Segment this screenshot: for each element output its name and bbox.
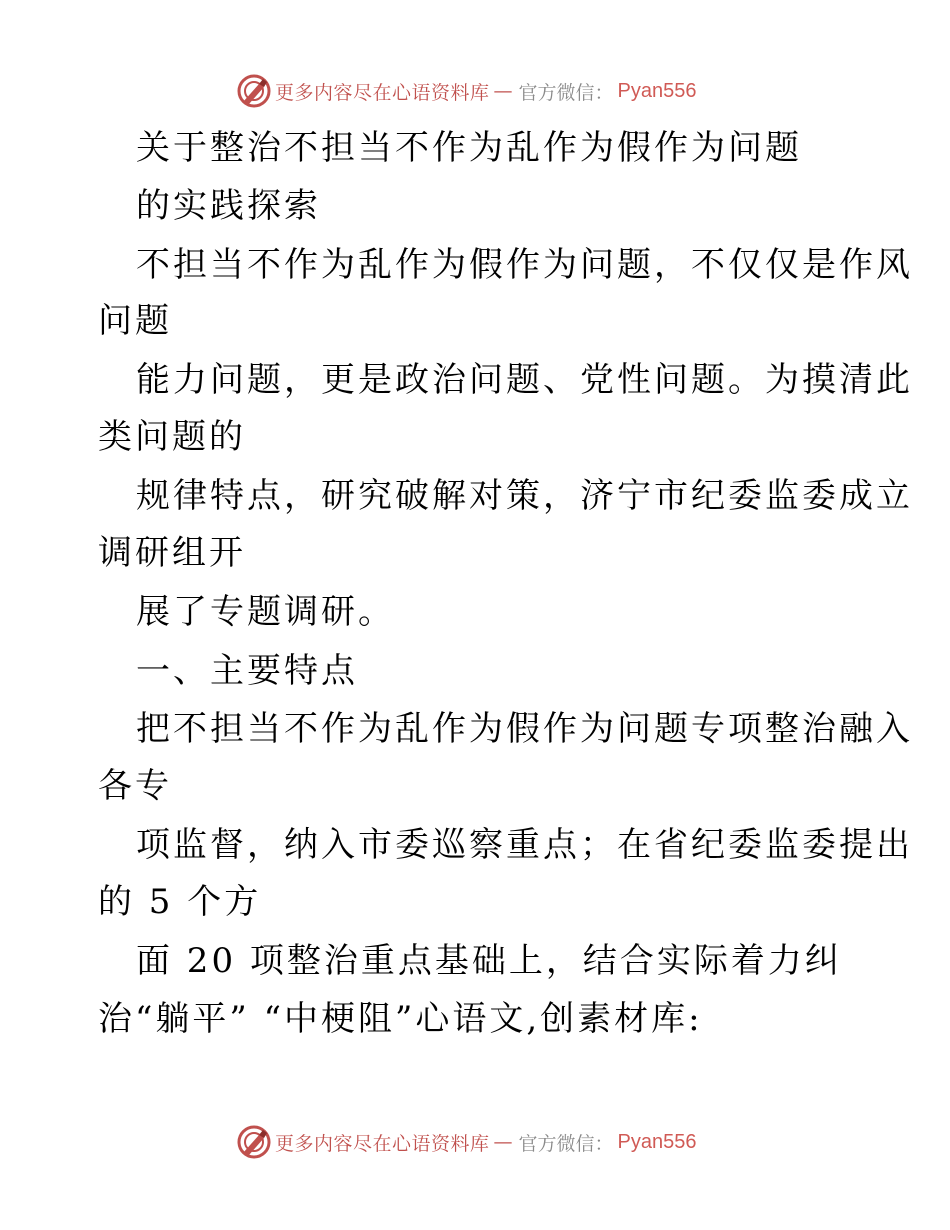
footer-banner [237,1125,697,1159]
official-label: 官方微信： [518,1132,614,1155]
doc-line: 面 20 项整治重点基础上，结合实际着力纠 [136,941,842,981]
official-label: 官方微信： [518,81,614,104]
header-banner [237,74,697,108]
doc-line: 不担当不作为乱作为假作为问题，不仅仅是作风 [136,245,913,285]
doc-line: 调研组开 [98,533,246,573]
brand-text: 更多内容尽在心语资料库 [275,81,490,104]
pen-logo-icon [237,74,271,108]
doc-title-line-2: 的实践探索 [136,186,321,226]
doc-line: 各专 [98,766,172,806]
wechat-id: Pyan556 [617,1130,697,1153]
pen-logo-icon [237,1125,271,1159]
doc-line: 问题 [98,301,172,341]
banner-separator: — [493,1131,513,1153]
doc-line: 把不担当不作为乱作为假作为问题专项整治融入 [136,709,913,749]
doc-line: 类问题的 [98,417,246,457]
section-heading: 一、主要特点 [136,651,358,691]
doc-line: 展了专题调研。 [136,592,395,632]
doc-title-line-1: 关于整治不担当不作为乱作为假作为问题 [136,128,802,168]
doc-line: 规律特点，研究破解对策，济宁市纪委监委成立 [136,476,913,516]
doc-line: 能力问题，更是政治问题、党性问题。为摸清此 [136,360,913,400]
banner-separator: — [493,80,513,102]
doc-line: 的 5 个方 [98,882,262,922]
brand-text: 更多内容尽在心语资料库 [275,1132,490,1155]
doc-line: 治“躺平” “中梗阻”心语文,创素材库: [98,999,703,1039]
wechat-id: Pyan556 [617,79,697,102]
doc-line: 项监督，纳入市委巡察重点；在省纪委监委提出 [136,825,913,865]
